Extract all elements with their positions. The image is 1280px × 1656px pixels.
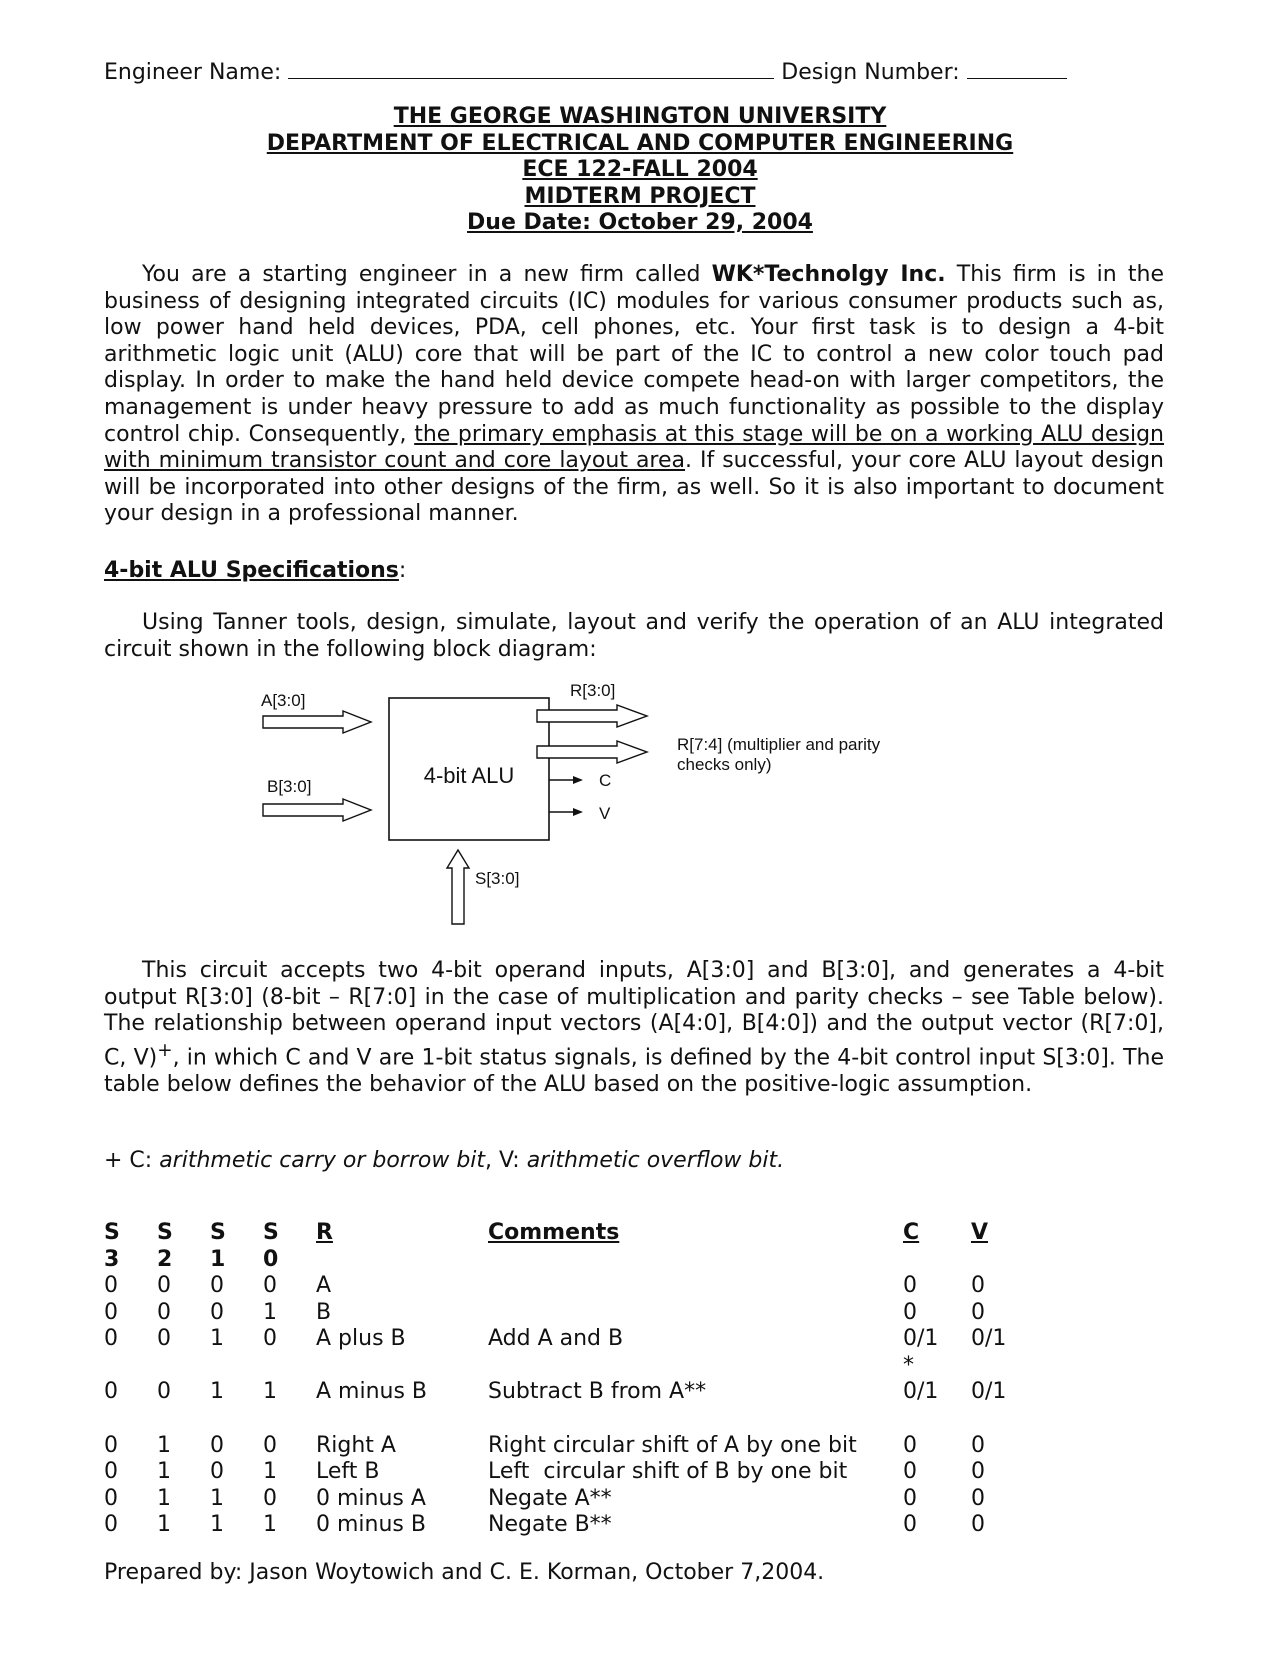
cell-comment: Left circular shift of B by one bit xyxy=(488,1459,848,1484)
cell-r: 0 minus B xyxy=(316,1512,426,1537)
cell-s1: 0 xyxy=(210,1459,224,1484)
cell-s2: 1 xyxy=(157,1432,171,1458)
cell-comment: Negate A** xyxy=(488,1485,612,1511)
cell-s2: 1 xyxy=(157,1459,171,1484)
university-title: THE GEORGE WASHINGTON UNIVERSITY xyxy=(393,104,887,129)
cell-s0: 1 xyxy=(263,1379,277,1404)
table-row xyxy=(104,1433,1031,1460)
prepared-by-footer: Prepared by: Jason Woytowich and C. E. Korman, October 7,2004. xyxy=(104,1560,825,1585)
spec-heading-text: 4-bit ALU Specifications xyxy=(104,558,399,583)
cell-s3: 0 xyxy=(104,1299,118,1325)
due-date: Due Date: October 29, 2004 xyxy=(467,210,813,235)
cell-s2: 0 xyxy=(157,1379,171,1404)
cell-r: 0 minus A xyxy=(316,1485,426,1511)
header-s0: S 0 xyxy=(263,1220,279,1272)
course-title: ECE 122-FALL 2004 xyxy=(522,157,758,182)
description-paragraph xyxy=(104,958,1164,1098)
note-v-desc: arithmetic overflow bit. xyxy=(526,1148,785,1173)
cell-s1: 0 xyxy=(210,1299,224,1325)
design-number-blank[interactable] xyxy=(967,56,1067,79)
engineer-name-label: Engineer Name: xyxy=(104,60,282,85)
design-number-label: Design Number: xyxy=(781,60,960,85)
cell-s3: 0 xyxy=(104,1485,118,1511)
cell-r: A minus B xyxy=(316,1379,428,1404)
output-v-arrowhead xyxy=(573,808,583,816)
cell-comment: Add A and B xyxy=(488,1326,624,1351)
spec-heading xyxy=(104,558,406,583)
cell-c: 0 xyxy=(903,1432,917,1458)
department-title: DEPARTMENT OF ELECTRICAL AND COMPUTER ENGINEERING xyxy=(266,130,1014,156)
cell-s1: 1 xyxy=(210,1512,224,1537)
output-r-label: R[3:0] xyxy=(570,681,616,700)
cell-s1: 0 xyxy=(210,1432,224,1458)
cell-c: 0 xyxy=(903,1459,917,1484)
intro-paragraph xyxy=(104,262,1164,528)
emphasis-text: the primary emphasis at this stage will be on a working ALU design with minimum transistor count and core layout area xyxy=(104,421,1165,474)
cell-v: 0 xyxy=(971,1485,985,1511)
description-sup: + xyxy=(157,1039,173,1061)
control-s-label: S[3:0] xyxy=(475,869,520,888)
cell-r: A xyxy=(316,1273,332,1298)
cell-comment xyxy=(488,1273,903,1300)
cell-s0: 1 xyxy=(263,1512,277,1537)
cell-comment xyxy=(488,1300,903,1327)
cell-r: Left B xyxy=(316,1459,380,1484)
alu-function-table xyxy=(104,1220,1031,1539)
cell-s0: 0 xyxy=(263,1273,277,1298)
cell-v: 0 xyxy=(971,1273,985,1298)
table-header-row xyxy=(104,1220,1031,1273)
header-s3: S 3 xyxy=(104,1220,120,1272)
cell-s2: 0 xyxy=(157,1326,171,1351)
description-text-2: , in which C and V are 1-bit status signals, is defined by the 4-bit control input S[3:0]. The table below defines the behavior of the ALU based on the positive-logic assumption. xyxy=(104,1045,1165,1097)
cell-s0: 1 xyxy=(263,1459,277,1484)
cell-s3: 0 xyxy=(104,1273,118,1298)
cell-r: Right A xyxy=(316,1432,396,1458)
cell-s3: 0 xyxy=(104,1432,118,1458)
output-c-label: C xyxy=(599,771,612,790)
control-s-arrow xyxy=(447,850,469,924)
description-text-1: This circuit accepts two 4-bit operand inputs, A[3:0] and B[3:0], and generates a 4-bit output R[3:0] (8-bit – R[7:0] in the case of multiplication and parity checks – see Table below). The relationship between operand input vectors (A[4:0], B[4:0]) and the output vector (R[7:0], C, V) xyxy=(104,958,1164,1071)
header-s1: S 1 xyxy=(210,1220,226,1272)
engineer-name-blank[interactable] xyxy=(288,56,774,79)
cell-c: 0/1 xyxy=(903,1379,939,1404)
cell-s3: 0 xyxy=(104,1326,118,1351)
input-a-arrow xyxy=(263,711,371,733)
cell-s1: 1 xyxy=(210,1326,224,1351)
firm-name: WK*Technolgy Inc. xyxy=(711,262,946,287)
intro-text-2: This firm is in the business of designing integrated circuits (IC) modules for various consumer products such as, low power hand held devices, PDA, cell phones, etc. Your first task is to design a 4-bit arithmetic logic unit (ALU) core that will be part of the IC to control a new color touch pad display. In order to make the hand held device compete head-on with larger competitors, the management is under heavy pressure to add as much functionality as possible to the display control chip. Consequently, xyxy=(104,262,1164,447)
cell-s3: 0 xyxy=(104,1512,118,1537)
input-b-label: B[3:0] xyxy=(267,777,312,796)
output-r-high-label-1: R[7:4] (multiplier and parity xyxy=(677,735,881,754)
cell-v: 0 xyxy=(971,1459,985,1484)
output-r-arrow xyxy=(537,705,647,727)
cell-c: 0/1 * xyxy=(903,1326,939,1378)
alu-block-label: 4-bit ALU xyxy=(423,763,515,788)
cell-s3: 0 xyxy=(104,1379,118,1404)
table-row xyxy=(104,1512,1031,1539)
header-comments: Comments xyxy=(488,1220,620,1245)
note-c-desc: arithmetic carry or borrow bit xyxy=(159,1148,486,1173)
output-r-high-arrow xyxy=(537,741,647,763)
cell-c: 0 xyxy=(903,1273,917,1298)
input-a-label: A[3:0] xyxy=(261,691,306,710)
cell-r: A plus B xyxy=(316,1326,406,1351)
table-row xyxy=(104,1379,1031,1406)
header-v: V xyxy=(971,1220,989,1245)
header-line xyxy=(104,56,1067,85)
output-v-label: V xyxy=(599,804,611,823)
cell-v: 0/1 xyxy=(971,1379,1007,1404)
cell-comment: Negate B** xyxy=(488,1512,612,1537)
note-prefix: + C: xyxy=(104,1148,160,1173)
cell-s0: 0 xyxy=(263,1432,277,1458)
title-block xyxy=(0,104,1280,237)
table-spacer-row xyxy=(104,1406,1031,1433)
alu-block-diagram xyxy=(255,678,955,943)
header-c: C xyxy=(903,1220,920,1245)
spec-text: Using Tanner tools, design, simulate, layout and verify the operation of an ALU integrated circuit shown in the following block diagram: xyxy=(104,610,1164,662)
cell-s2: 0 xyxy=(157,1273,171,1298)
output-r-high-label-2: checks only) xyxy=(677,755,772,774)
table-row xyxy=(104,1326,1031,1379)
cell-s1: 0 xyxy=(210,1273,224,1298)
table-row xyxy=(104,1486,1031,1513)
cell-v: 0/1 xyxy=(971,1326,1007,1351)
cell-s2: 1 xyxy=(157,1512,171,1537)
spec-paragraph xyxy=(104,610,1164,663)
table-row xyxy=(104,1459,1031,1486)
cell-comment: Right circular shift of A by one bit xyxy=(488,1432,857,1458)
cell-s0: 0 xyxy=(263,1485,277,1511)
output-c-arrowhead xyxy=(573,776,583,784)
cell-s3: 0 xyxy=(104,1459,118,1484)
input-b-arrow xyxy=(263,799,371,821)
cell-v: 0 xyxy=(971,1512,985,1537)
cell-c: 0 xyxy=(903,1299,917,1325)
table-row xyxy=(104,1300,1031,1327)
cell-s0: 1 xyxy=(263,1299,277,1325)
note-mid: , V: xyxy=(485,1148,527,1173)
spec-heading-colon: : xyxy=(398,558,407,583)
cell-r: B xyxy=(316,1299,332,1325)
cell-v: 0 xyxy=(971,1299,985,1325)
cell-s2: 0 xyxy=(157,1299,171,1325)
table-row xyxy=(104,1273,1031,1300)
cell-v: 0 xyxy=(971,1432,985,1458)
cell-comment: Subtract B from A** xyxy=(488,1379,707,1404)
cell-s1: 1 xyxy=(210,1379,224,1404)
intro-text-1: You are a starting engineer in a new firm called xyxy=(142,262,712,287)
status-bit-note xyxy=(104,1148,784,1173)
cell-s0: 0 xyxy=(263,1326,277,1351)
header-r: R xyxy=(316,1220,333,1245)
cell-s2: 1 xyxy=(157,1485,171,1511)
cell-s1: 1 xyxy=(210,1485,224,1511)
intro-text-3: . If successful, your core ALU layout design will be incorporated into other designs of the firm, as well. So it is also important to document your design in a professional manner. xyxy=(104,448,1165,527)
project-title: MIDTERM PROJECT xyxy=(524,183,756,209)
cell-c: 0 xyxy=(903,1512,917,1537)
header-s2: S 2 xyxy=(157,1220,173,1272)
cell-c: 0 xyxy=(903,1485,917,1511)
